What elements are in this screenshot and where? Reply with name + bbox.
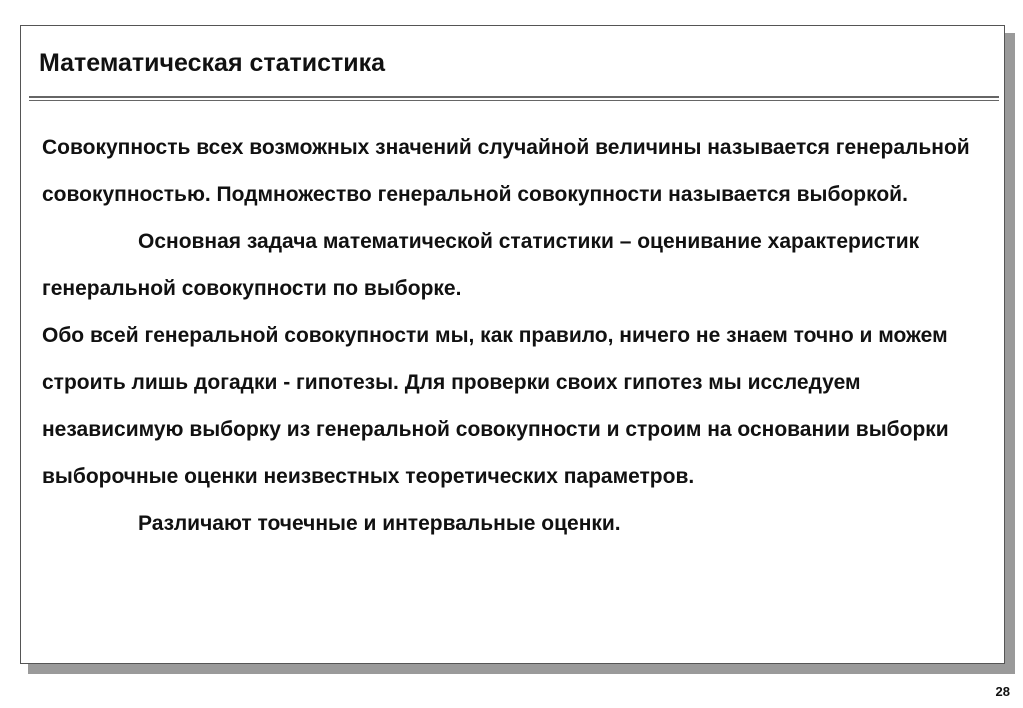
paragraph-main-task: Основная задача математической статистики – оценивание характеристик генеральной совокупности по выборке. [42, 230, 920, 300]
slide-frame [20, 25, 1005, 664]
slide-title: Математическая статистика [39, 49, 386, 77]
page-number: 28 [995, 684, 1010, 699]
paragraph-hypotheses: Обо всей генеральной совокупности мы, как правило, ничего не знаем точно и можем строить лишь догадки - гипотезы. Для проверки своих гипотез мы исследуем независимую выборку из генеральной совокупности и строим на основании выборки выборочные оценки неизвестных теоретических параметров. [42, 324, 949, 488]
paragraph-estimates: Различают точечные и интервальные оценки. [138, 512, 621, 535]
paragraph-definition: Совокупность всех возможных значений случайной величины называется генеральной совокупностью. Подмножество генеральной совокупности называется выборкой. [42, 136, 970, 206]
slide-body [42, 124, 992, 547]
title-divider [29, 96, 999, 101]
